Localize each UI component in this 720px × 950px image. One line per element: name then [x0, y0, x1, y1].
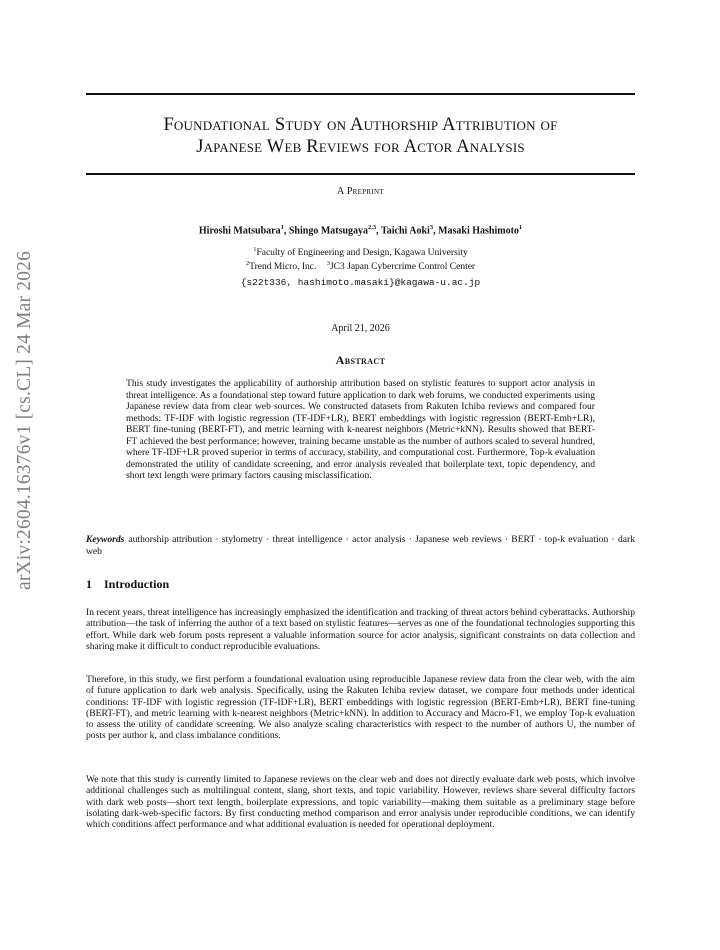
keywords-list: authorship attribution · stylometry · threat intelligence · actor analysis · Japanese web reviews · BERT · top-k evaluation · dark web — [86, 534, 635, 557]
section-number: 1 — [86, 577, 92, 591]
abstract-heading: Abstract — [335, 353, 386, 367]
author-list: Hiroshi Matsubara$^1$, Shingo Matsugaya$^{2,3}$, Taichi Aoki$^3$, Masaki Hashimoto$^1$ — [198, 224, 523, 237]
preprint-label: A Preprint — [337, 186, 384, 197]
author-affiliation-mark: 3 — [429, 224, 434, 231]
title-top-rule — [86, 93, 635, 95]
author-affiliation-mark: 1 — [518, 224, 523, 231]
affiliation-line-2 — [86, 260, 635, 272]
contact-email[interactable]: {s22t336, hashimoto.masaki}@kagawa-u.ac.jp — [240, 277, 481, 288]
author-name: Taichi Aoki — [381, 225, 430, 237]
title-bottom-rule — [86, 173, 635, 175]
affiliation-text: JC3 Japan Cybercrime Control Center — [329, 262, 476, 273]
title-line-2: Japanese Web Reviews for Actor Analysis — [196, 137, 525, 157]
affiliation-text: Trend Micro, Inc. — [249, 262, 317, 273]
author-name: Masaki Hashimoto — [438, 225, 519, 237]
author-name: Shingo Matsugaya — [288, 225, 369, 237]
keywords-block — [86, 534, 635, 558]
intro-paragraph-1: In recent years, threat intelligence has increasingly emphasized the identification and tracking of threat actors behind cyberattacks. Authorship attribution—the task of inferring the author of a text based on stylistic features—serves as one of the foundational technologies supporting this effort. While dark web forum posts represent a valuable information source for actor analysis, significant constraints on data collection and sharing make it difficult to conduct reproducible evaluations. — [86, 607, 635, 652]
affiliation-mark: 2 — [245, 260, 250, 267]
author-affiliation-mark: 2,3 — [368, 224, 377, 231]
abstract-body: This study investigates the applicability of authorship attribution based on stylistic features to support actor analysis in threat intelligence. As a foundational step toward future application to dark web forums, we conducted experiments using Japanese review data from clear web sources. We constructed datasets from Rakuten Ichiba reviews and compared four methods: TF-IDF with logistic regression (TF-IDF+LR), BERT embeddings with logistic regression (BERT-Emb+LR), BERT fine-tuning (BERT-FT), and metric learning with k-nearest neighbors (Metric+kNN). Results showed that BERT-FT achieved the best performance; however, training became unstable as the number of authors scaled to several hundred, where TF-IDF+LR proved superior in terms of accuracy, stability, and computational cost. Furthermore, Top-k evaluation demonstrated the utility of candidate screening, and error analysis revealed that boilerplate text, topic dependency, and short text length were primary factors causing misclassification. — [126, 378, 595, 481]
author-name: Hiroshi Matsubara — [198, 225, 281, 237]
affiliation-mark: 1 — [253, 246, 257, 253]
section-title: Introduction — [104, 577, 170, 591]
arxiv-identifier: arXiv:2604.16376v1 [cs.CL] 24 Mar 2026 — [14, 250, 35, 590]
affiliation-text: Faculty of Engineering and Design, Kagawa University — [256, 248, 468, 259]
arxiv-sidebar — [14, 250, 50, 950]
keywords-label: Keywords — [86, 534, 125, 545]
title-line-1: Foundational Study on Authorship Attribution of — [163, 115, 558, 135]
intro-paragraph-3: We note that this study is currently limited to Japanese reviews on the clear web and does not directly evaluate dark web posts, which involve additional challenges such as multilingual content, slang, short texts, and topic variability. However, reviews share several difficulty factors with dark web posts—short text length, boilerplate expressions, and topic variability—making them suitable as a preliminary stage before isolating dark-web-specific factors. By first conducting method comparison and error analysis under reproducible conditions, we can identify which conditions affect performance and what additional evaluation is needed for operational deployment. — [86, 774, 635, 831]
affiliation-mark: 3 — [326, 260, 330, 267]
affiliation-line-1 — [86, 246, 635, 258]
section-heading-introduction — [86, 577, 169, 592]
author-affiliation-mark: 1 — [280, 224, 284, 231]
intro-paragraph-2: Therefore, in this study, we first perform a foundational evaluation using reproducible Japanese review data from the clear web, with the aim of future application to dark web analysis. Specifically, using the Rakuten Ichiba review dataset, we compare four methods under identical conditions: TF-IDF with logistic regression (TF-IDF+LR), BERT embeddings with logistic regression (BERT-Emb+LR), BERT fine-tuning (BERT-FT), and metric learning with k-nearest neighbors (Metric+kNN). In addition to Accuracy and Macro-F1, we employ Top-k evaluation to assess the utility of candidate screening. We also analyze scaling characteristics with respect to the number of authors U, the number of posts per author k, and class imbalance conditions. — [86, 674, 635, 742]
paper-date: April 21, 2026 — [331, 323, 390, 334]
paper-title — [86, 114, 635, 158]
